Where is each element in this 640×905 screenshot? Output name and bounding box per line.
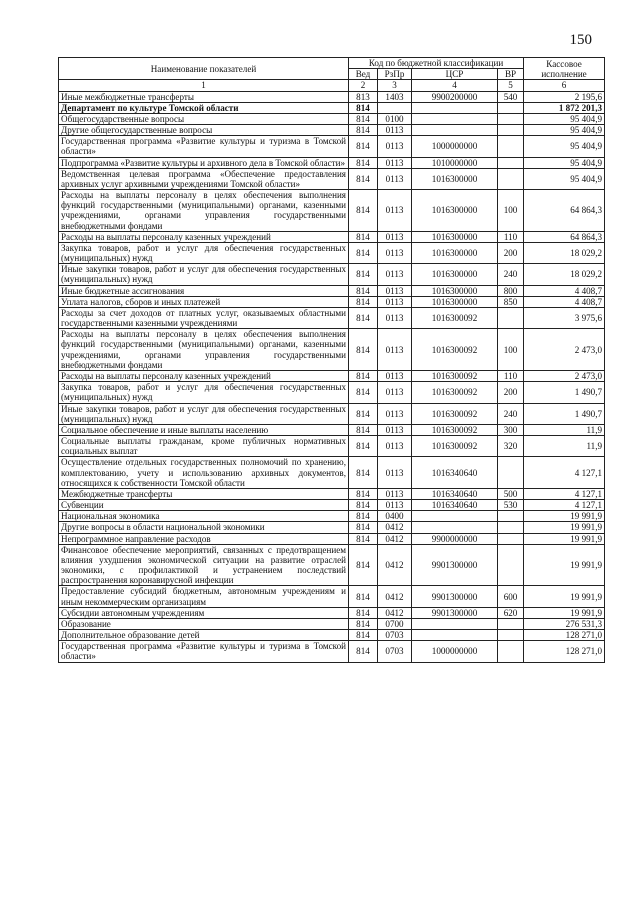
col-number: 1 bbox=[59, 80, 349, 91]
row-vr bbox=[498, 522, 524, 533]
row-name: Расходы на выплаты персоналу в целях обеспечения выполнения функций государственными (муниципальными) органами, казенными учреждениями, органами управления государственными внебюджетными фондами bbox=[59, 329, 349, 371]
table-row bbox=[59, 125, 605, 136]
header-ved: Вед bbox=[349, 69, 378, 80]
row-vr: 320 bbox=[498, 436, 524, 457]
col-number: 6 bbox=[524, 80, 605, 91]
row-csr: 1016300000 bbox=[412, 285, 498, 296]
table-row bbox=[59, 242, 605, 263]
table-row bbox=[59, 436, 605, 457]
header-ispolnenie: Кассовое исполнение bbox=[524, 58, 605, 80]
row-vr: 110 bbox=[498, 370, 524, 381]
row-csr: 1016300092 bbox=[412, 307, 498, 328]
table-row bbox=[59, 264, 605, 285]
row-rzpr: 0113 bbox=[378, 168, 412, 189]
row-rzpr: 0113 bbox=[378, 231, 412, 242]
row-vr bbox=[498, 511, 524, 522]
row-rzpr: 0700 bbox=[378, 618, 412, 629]
row-vr bbox=[498, 125, 524, 136]
row-vr bbox=[498, 544, 524, 586]
row-rzpr: 0113 bbox=[378, 296, 412, 307]
table-header bbox=[59, 58, 605, 92]
row-csr: 1016300000 bbox=[412, 296, 498, 307]
row-rzpr: 0412 bbox=[378, 607, 412, 618]
row-name: Дополнительное образование детей bbox=[59, 630, 349, 641]
table-row bbox=[59, 285, 605, 296]
row-vr bbox=[498, 136, 524, 157]
row-name: Государственная программа «Развитие культуры и туризма в Томской области» bbox=[59, 136, 349, 157]
row-ved: 814 bbox=[349, 190, 378, 232]
header-vr: ВР bbox=[498, 69, 524, 80]
row-vr bbox=[498, 113, 524, 124]
page-number: 150 bbox=[569, 32, 592, 48]
row-rzpr: 0113 bbox=[378, 382, 412, 403]
row-csr: 1016300092 bbox=[412, 424, 498, 435]
row-rzpr: 0113 bbox=[378, 307, 412, 328]
row-sum: 2 195,6 bbox=[524, 91, 605, 102]
row-rzpr: 0113 bbox=[378, 436, 412, 457]
row-rzpr: 0113 bbox=[378, 136, 412, 157]
row-ved: 814 bbox=[349, 157, 378, 168]
row-ved: 814 bbox=[349, 511, 378, 522]
row-ved: 814 bbox=[349, 168, 378, 189]
row-sum: 11,9 bbox=[524, 436, 605, 457]
row-ved: 814 bbox=[349, 264, 378, 285]
table-row bbox=[59, 136, 605, 157]
row-name: Департамент по культуре Томской области bbox=[59, 102, 349, 113]
table-row bbox=[59, 500, 605, 511]
row-sum: 19 991,9 bbox=[524, 533, 605, 544]
row-rzpr: 0113 bbox=[378, 424, 412, 435]
row-rzpr: 0703 bbox=[378, 641, 412, 662]
row-name: Иные закупки товаров, работ и услуг для обеспечения государственных (муниципальных) нужд bbox=[59, 264, 349, 285]
table-row bbox=[59, 382, 605, 403]
row-vr: 100 bbox=[498, 190, 524, 232]
row-vr: 540 bbox=[498, 91, 524, 102]
table-row bbox=[59, 231, 605, 242]
table-row bbox=[59, 522, 605, 533]
header-code-group: Код по бюджетной классификации bbox=[349, 58, 524, 69]
row-sum: 19 991,9 bbox=[524, 586, 605, 607]
row-rzpr: 0113 bbox=[378, 242, 412, 263]
row-ved: 814 bbox=[349, 285, 378, 296]
row-sum: 19 991,9 bbox=[524, 522, 605, 533]
row-name: Общегосударственные вопросы bbox=[59, 113, 349, 124]
row-name: Другие вопросы в области национальной экономики bbox=[59, 522, 349, 533]
row-sum: 1 490,7 bbox=[524, 403, 605, 424]
row-rzpr: 0113 bbox=[378, 329, 412, 371]
row-sum: 64 864,3 bbox=[524, 190, 605, 232]
row-rzpr: 0412 bbox=[378, 544, 412, 586]
row-csr: 9901300000 bbox=[412, 586, 498, 607]
row-csr bbox=[412, 113, 498, 124]
table-row bbox=[59, 91, 605, 102]
row-ved: 814 bbox=[349, 113, 378, 124]
row-sum: 19 991,9 bbox=[524, 607, 605, 618]
row-ved: 814 bbox=[349, 382, 378, 403]
row-ved: 814 bbox=[349, 457, 378, 489]
row-rzpr: 0113 bbox=[378, 125, 412, 136]
row-ved: 814 bbox=[349, 296, 378, 307]
row-name: Уплата налогов, сборов и иных платежей bbox=[59, 296, 349, 307]
table-row bbox=[59, 630, 605, 641]
row-name: Национальная экономика bbox=[59, 511, 349, 522]
row-name: Расходы на выплаты персоналу в целях обеспечения выполнения функций государственными (муниципальными) органами, казенными учреждениями, органами управления государственными внебюджетными фондами bbox=[59, 190, 349, 232]
row-name: Ведомственная целевая программа «Обеспечение предоставления архивных услуг архивными учреждениями Томской области» bbox=[59, 168, 349, 189]
table-row bbox=[59, 488, 605, 499]
row-ved: 814 bbox=[349, 607, 378, 618]
row-rzpr: 0412 bbox=[378, 586, 412, 607]
row-vr: 200 bbox=[498, 242, 524, 263]
row-csr: 1016340640 bbox=[412, 488, 498, 499]
row-sum: 11,9 bbox=[524, 424, 605, 435]
row-vr: 800 bbox=[498, 285, 524, 296]
row-csr: 9901300000 bbox=[412, 544, 498, 586]
row-sum: 4 408,7 bbox=[524, 285, 605, 296]
row-csr bbox=[412, 630, 498, 641]
row-name: Расходы за счет доходов от платных услуг, оказываемых областными государственными казенными учреждениями bbox=[59, 307, 349, 328]
row-ved: 814 bbox=[349, 136, 378, 157]
row-name: Социальные выплаты гражданам, кроме публичных нормативных социальных выплат bbox=[59, 436, 349, 457]
row-name: Непрограммное направление расходов bbox=[59, 533, 349, 544]
row-csr: 1016300092 bbox=[412, 382, 498, 403]
row-sum: 2 473,0 bbox=[524, 370, 605, 381]
row-rzpr: 0412 bbox=[378, 533, 412, 544]
row-rzpr bbox=[378, 102, 412, 113]
row-sum: 276 531,3 bbox=[524, 618, 605, 629]
row-ved: 814 bbox=[349, 618, 378, 629]
row-csr bbox=[412, 102, 498, 113]
row-vr: 240 bbox=[498, 264, 524, 285]
table-row bbox=[59, 113, 605, 124]
row-ved: 814 bbox=[349, 586, 378, 607]
row-csr: 9901300000 bbox=[412, 607, 498, 618]
row-csr: 9900200000 bbox=[412, 91, 498, 102]
row-name: Социальное обеспечение и иные выплаты населению bbox=[59, 424, 349, 435]
col-number: 2 bbox=[349, 80, 378, 91]
header-name: Наименование показателей bbox=[59, 58, 349, 80]
row-vr bbox=[498, 307, 524, 328]
row-rzpr: 0113 bbox=[378, 488, 412, 499]
table-row bbox=[59, 424, 605, 435]
row-csr: 1000000000 bbox=[412, 136, 498, 157]
row-rzpr: 0113 bbox=[378, 157, 412, 168]
row-vr: 500 bbox=[498, 488, 524, 499]
row-vr bbox=[498, 533, 524, 544]
row-rzpr: 0113 bbox=[378, 500, 412, 511]
table-row bbox=[59, 157, 605, 168]
row-vr: 200 bbox=[498, 382, 524, 403]
row-name: Предоставление субсидий бюджетным, автономным учреждениям и иным некоммерческим организациям bbox=[59, 586, 349, 607]
row-sum: 95 404,9 bbox=[524, 113, 605, 124]
row-csr: 1010000000 bbox=[412, 157, 498, 168]
row-ved: 814 bbox=[349, 641, 378, 662]
table-row bbox=[59, 641, 605, 662]
row-name: Расходы на выплаты персоналу казенных учреждений bbox=[59, 370, 349, 381]
table-row bbox=[59, 307, 605, 328]
row-name: Расходы на выплаты персоналу казенных учреждений bbox=[59, 231, 349, 242]
table-row bbox=[59, 296, 605, 307]
row-rzpr: 0113 bbox=[378, 190, 412, 232]
row-ved: 814 bbox=[349, 125, 378, 136]
header-rzpr: РзПр bbox=[378, 69, 412, 80]
row-sum: 19 991,9 bbox=[524, 544, 605, 586]
row-vr: 110 bbox=[498, 231, 524, 242]
row-vr: 100 bbox=[498, 329, 524, 371]
row-rzpr: 1403 bbox=[378, 91, 412, 102]
row-rzpr: 0113 bbox=[378, 370, 412, 381]
row-rzpr: 0100 bbox=[378, 113, 412, 124]
row-csr: 1016300000 bbox=[412, 264, 498, 285]
col-number: 4 bbox=[412, 80, 498, 91]
row-sum: 4 408,7 bbox=[524, 296, 605, 307]
header-csr: ЦСР bbox=[412, 69, 498, 80]
row-rzpr: 0113 bbox=[378, 285, 412, 296]
row-name: Иные бюджетные ассигнования bbox=[59, 285, 349, 296]
row-sum: 18 029,2 bbox=[524, 242, 605, 263]
row-sum: 128 271,0 bbox=[524, 630, 605, 641]
row-csr: 1016300000 bbox=[412, 168, 498, 189]
row-sum: 18 029,2 bbox=[524, 264, 605, 285]
row-vr bbox=[498, 168, 524, 189]
row-vr: 600 bbox=[498, 586, 524, 607]
table-row bbox=[59, 457, 605, 489]
row-sum: 64 864,3 bbox=[524, 231, 605, 242]
row-ved: 814 bbox=[349, 102, 378, 113]
row-csr: 1016300000 bbox=[412, 231, 498, 242]
table-row bbox=[59, 544, 605, 586]
row-sum: 1 872 201,3 bbox=[524, 102, 605, 113]
row-sum: 4 127,1 bbox=[524, 488, 605, 499]
row-sum: 95 404,9 bbox=[524, 157, 605, 168]
table-row bbox=[59, 370, 605, 381]
row-vr bbox=[498, 457, 524, 489]
table-row bbox=[59, 329, 605, 371]
row-sum: 95 404,9 bbox=[524, 168, 605, 189]
row-name: Иные межбюджетные трансферты bbox=[59, 91, 349, 102]
row-ved: 814 bbox=[349, 424, 378, 435]
row-vr: 620 bbox=[498, 607, 524, 618]
row-name: Финансовое обеспечение мероприятий, связанных с предотвращением влияния ухудшения экономической ситуации на развитие отраслей экономики, с профилактикой и устранением последствий распространения коронавирусной инфекции bbox=[59, 544, 349, 586]
row-csr: 1016300000 bbox=[412, 242, 498, 263]
row-csr: 1016300092 bbox=[412, 329, 498, 371]
row-sum: 1 490,7 bbox=[524, 382, 605, 403]
table-row bbox=[59, 190, 605, 232]
col-number: 5 bbox=[498, 80, 524, 91]
row-name: Межбюджетные трансферты bbox=[59, 488, 349, 499]
row-sum: 19 991,9 bbox=[524, 511, 605, 522]
row-vr: 850 bbox=[498, 296, 524, 307]
row-sum: 2 473,0 bbox=[524, 329, 605, 371]
table-row bbox=[59, 533, 605, 544]
table-row bbox=[59, 168, 605, 189]
row-sum: 95 404,9 bbox=[524, 125, 605, 136]
row-vr bbox=[498, 157, 524, 168]
row-ved: 814 bbox=[349, 500, 378, 511]
row-name: Осуществление отдельных государственных полномочий по хранению, комплектованию, учету и использованию архивных документов, относящихся к собственности Томской области bbox=[59, 457, 349, 489]
row-csr: 1016300092 bbox=[412, 370, 498, 381]
row-ved: 814 bbox=[349, 533, 378, 544]
table-body bbox=[59, 91, 605, 662]
row-csr: 9900000000 bbox=[412, 533, 498, 544]
row-csr: 1016300092 bbox=[412, 403, 498, 424]
table-row bbox=[59, 403, 605, 424]
row-csr bbox=[412, 511, 498, 522]
row-name: Образование bbox=[59, 618, 349, 629]
row-sum: 3 975,6 bbox=[524, 307, 605, 328]
row-name: Другие общегосударственные вопросы bbox=[59, 125, 349, 136]
row-csr bbox=[412, 522, 498, 533]
row-csr bbox=[412, 125, 498, 136]
row-name: Государственная программа «Развитие культуры и туризма в Томской области» bbox=[59, 641, 349, 662]
row-rzpr: 0703 bbox=[378, 630, 412, 641]
table-row bbox=[59, 586, 605, 607]
row-csr: 1000000000 bbox=[412, 641, 498, 662]
row-rzpr: 0113 bbox=[378, 457, 412, 489]
row-ved: 814 bbox=[349, 488, 378, 499]
row-ved: 814 bbox=[349, 436, 378, 457]
row-vr: 300 bbox=[498, 424, 524, 435]
budget-table bbox=[58, 57, 605, 663]
row-name: Иные закупки товаров, работ и услуг для обеспечения государственных (муниципальных) нужд bbox=[59, 403, 349, 424]
row-ved: 814 bbox=[349, 544, 378, 586]
row-csr: 1016340640 bbox=[412, 500, 498, 511]
row-csr bbox=[412, 618, 498, 629]
row-sum: 128 271,0 bbox=[524, 641, 605, 662]
table-row bbox=[59, 607, 605, 618]
row-name: Закупка товаров, работ и услуг для обеспечения государственных (муниципальных) нужд bbox=[59, 242, 349, 263]
row-ved: 814 bbox=[349, 370, 378, 381]
row-name: Подпрограмма «Развитие культуры и архивного дела в Томской области» bbox=[59, 157, 349, 168]
row-vr bbox=[498, 630, 524, 641]
table-row bbox=[59, 618, 605, 629]
row-rzpr: 0400 bbox=[378, 511, 412, 522]
row-ved: 814 bbox=[349, 307, 378, 328]
row-rzpr: 0113 bbox=[378, 403, 412, 424]
col-number: 3 bbox=[378, 80, 412, 91]
row-vr: 530 bbox=[498, 500, 524, 511]
row-ved: 814 bbox=[349, 522, 378, 533]
row-ved: 814 bbox=[349, 630, 378, 641]
row-vr bbox=[498, 102, 524, 113]
table-row bbox=[59, 511, 605, 522]
row-csr: 1016300092 bbox=[412, 436, 498, 457]
row-sum: 4 127,1 bbox=[524, 457, 605, 489]
row-rzpr: 0113 bbox=[378, 264, 412, 285]
row-csr: 1016300000 bbox=[412, 190, 498, 232]
row-name: Субвенции bbox=[59, 500, 349, 511]
row-ved: 814 bbox=[349, 242, 378, 263]
row-ved: 814 bbox=[349, 329, 378, 371]
row-vr: 240 bbox=[498, 403, 524, 424]
row-ved: 814 bbox=[349, 231, 378, 242]
row-rzpr: 0412 bbox=[378, 522, 412, 533]
row-csr: 1016340640 bbox=[412, 457, 498, 489]
table-row bbox=[59, 102, 605, 113]
row-vr bbox=[498, 618, 524, 629]
row-ved: 814 bbox=[349, 403, 378, 424]
row-ved: 813 bbox=[349, 91, 378, 102]
row-name: Субсидии автономным учреждениям bbox=[59, 607, 349, 618]
row-sum: 95 404,9 bbox=[524, 136, 605, 157]
row-vr bbox=[498, 641, 524, 662]
row-sum: 4 127,1 bbox=[524, 500, 605, 511]
row-name: Закупка товаров, работ и услуг для обеспечения государственных (муниципальных) нужд bbox=[59, 382, 349, 403]
